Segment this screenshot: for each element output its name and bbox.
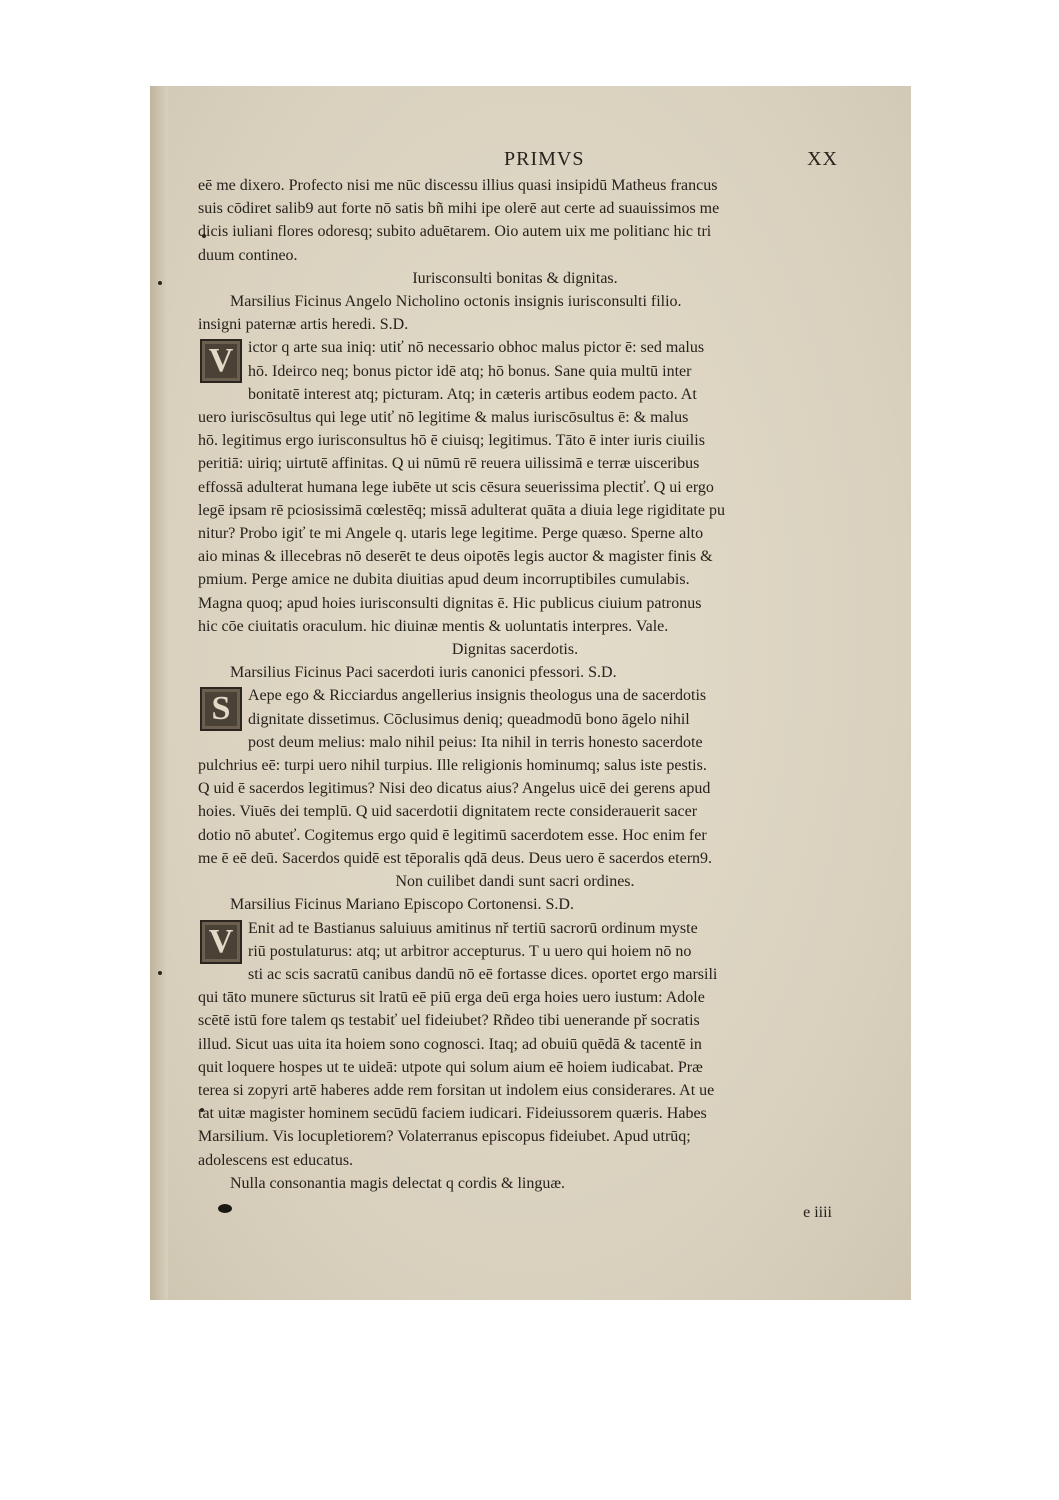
page-header xyxy=(198,146,838,174)
text-line: dotio nō abuteť. Cogitemus ergo quid ē legitimū sacerdotem esse. Hoc enim fer xyxy=(198,826,707,844)
text-line: ictor q arte sua iniq: utiť nō necessario obhoc malus pictor ē: sed malus xyxy=(248,339,705,357)
section-title: Iurisconsulti bonitas & dignitas. xyxy=(412,269,618,287)
text-line: scētē istū fore talem qs testabiť uel fideiubet? Rñdeo tibi uenerande př socratis xyxy=(198,1012,700,1030)
letter-block xyxy=(198,336,832,406)
folio-number: XX xyxy=(807,148,838,170)
drop-cap-initial: S xyxy=(200,687,242,731)
text-line: pulchrius eē: turpi uero nihil turpius. Ille religionis hominumq; salus iste pestis. xyxy=(198,757,707,775)
text-line: Q uid ē sacerdos legitimus? Nisi deo dicatus aius? Angelus uicē dei gerens apud xyxy=(198,780,711,798)
text-line: illud. Sicut uas uita ita hoiem sono cognosci. Itaq; ad obuiū quēdā & tacentē in xyxy=(198,1035,702,1053)
text-line: Magna quoq; apud hoies iurisconsulti dignitas ē. Hic publicus ciuium patronus xyxy=(198,594,702,612)
text-line: me ē eē deū. Sacerdos quidē est tēporalis qdā deus. Deus uero ē sacerdos etern9. xyxy=(198,849,713,867)
text-line: adolescens est educatus. xyxy=(198,1151,354,1169)
text-line: Enit ad te Bastianus saluiuus amitinus nř tertiū sacrorū ordinum myste xyxy=(248,919,698,937)
text-line: nitur? Probo igiť te mi Angele q. utaris lege legitime. Perge quæso. Sperne alto xyxy=(198,525,704,543)
text-line: uero iuriscōsultus qui lege utiť nō legitime & malus iuriscōsultus ē: & malus xyxy=(198,409,689,427)
text-line: quit loquere hospes ut te uideā: utpote qui solum aium eē hoiem iudicabat. Præ xyxy=(198,1058,703,1076)
text-line: terea si zopyri artē haberes adde rem forsitan ut indolem eius considerares. At ue xyxy=(198,1081,715,1099)
text-line: pmium. Perge amice ne dubita diuitias apud deum incorruptibiles cumulabis. xyxy=(198,571,690,589)
text-line: aio minas & illecebras nō deserēt te deus oipotēs legis auctor & magister finis & xyxy=(198,548,713,566)
page-gutter-shadow xyxy=(150,86,168,1300)
text-line: riū postulaturus: atq; ut arbitror accepturus. T u uero qui hoiem nō no xyxy=(248,942,692,960)
section-title: Dignitas sacerdotis. xyxy=(451,641,579,659)
text-line: dignitate dissetimus. Cōclusimus deniq; queadmodū bono āgelo nihil xyxy=(248,710,690,728)
text-line: sti ac scis sacratū canibus dandū nō eē fortasse dices. oportet ergo marsili xyxy=(248,965,718,983)
closing-line: Nulla consonantia magis delectat q cordis & linguæ. xyxy=(230,1174,566,1192)
page-text xyxy=(198,146,838,1224)
margin-mark xyxy=(158,971,162,975)
letter-block xyxy=(198,684,832,754)
text-line: post deum melius: malo nihil peius: Ita nihil in terris honesto sacerdote xyxy=(248,733,703,751)
text-line: hō. legitimus ergo iurisconsultus hō ē ciuisq; legitimus. Tāto ē inter iuris ciuilis xyxy=(198,432,705,450)
text-line: qui tāto munere sūcturus sit lratū eē piū erga deū erga hoies uero iustum: Adole xyxy=(198,989,705,1007)
letter-heading: Marsilius Ficinus Mariano Episcopo Cortonensi. S.D. xyxy=(230,896,574,914)
running-title: PRIMVS xyxy=(504,148,585,170)
text-line: Marsilium. Vis locupletiorem? Volaterranus episcopus fideiubet. Apud utrūq; xyxy=(198,1128,691,1146)
section-title: Non cuilibet dandi sunt sacri ordines. xyxy=(395,873,635,891)
signature-mark: e iiii xyxy=(803,1203,832,1221)
letter-heading: Marsilius Ficinus Paci sacerdoti iuris canonici pfessori. S.D. xyxy=(230,664,617,682)
text-line: dicis iuliani flores odoresq; subito aduētarem. Oio autem uix me politianc hic tri xyxy=(198,223,712,241)
letter-block xyxy=(198,917,832,987)
text-line: duum contineo. xyxy=(198,246,298,264)
drop-cap-initial: V xyxy=(200,920,242,964)
scanned-page xyxy=(150,86,911,1300)
text-line: hō. Ideirco neq; bonus pictor idē atq; hō bonus. Sane quia multū inter xyxy=(248,362,692,380)
text-line: effossā adulterat humana lege iubēte ut scis cēsura seuerissima plectiť. Q ui ergo xyxy=(198,478,714,496)
text-line: bonitatē interest atq; picturam. Atq; in cæteris artibus eodem pacto. At xyxy=(248,385,697,403)
text-line: eē me dixero. Profecto nisi me nūc discessu illius quasi insipidū Matheus francus xyxy=(198,177,718,194)
margin-mark xyxy=(158,281,162,285)
text-line: hoies. Viuēs dei templū. Q uid sacerdotii dignitatem recte considerauerit sacer xyxy=(198,803,698,821)
text-line: Aepe ego & Ricciardus angellerius insignis theologus una de sacerdotis xyxy=(248,687,707,705)
text-line: peritiā: uiriq; uirtutē affinitas. Q ui nūmū rē reuera uilissimā e terræ uisceribus xyxy=(198,455,700,473)
letter-heading: insigni paternæ artis heredi. S.D. xyxy=(198,316,409,334)
drop-cap-initial: V xyxy=(200,339,242,383)
letter-heading: Marsilius Ficinus Angelo Nicholino octonis insignis iurisconsulti filio. xyxy=(230,293,682,311)
text-line: tat uitæ magister hominem secūdū faciem iudicari. Fideiussorem quæris. Habes xyxy=(198,1105,707,1123)
text-line: hic cōe ciuitatis oraculum. hic diuinæ mentis & uoluntatis interpres. Vale. xyxy=(198,617,669,635)
text-line: suis cōdiret salib9 aut forte nō satis bñ mihi ipe olerē aut certe ad suauissimos me xyxy=(198,200,720,218)
text-line: legē ipsam rē pciosissimā cœlestēq; missā adulterat quāta a diuia lege rigiditate pu xyxy=(198,501,725,519)
